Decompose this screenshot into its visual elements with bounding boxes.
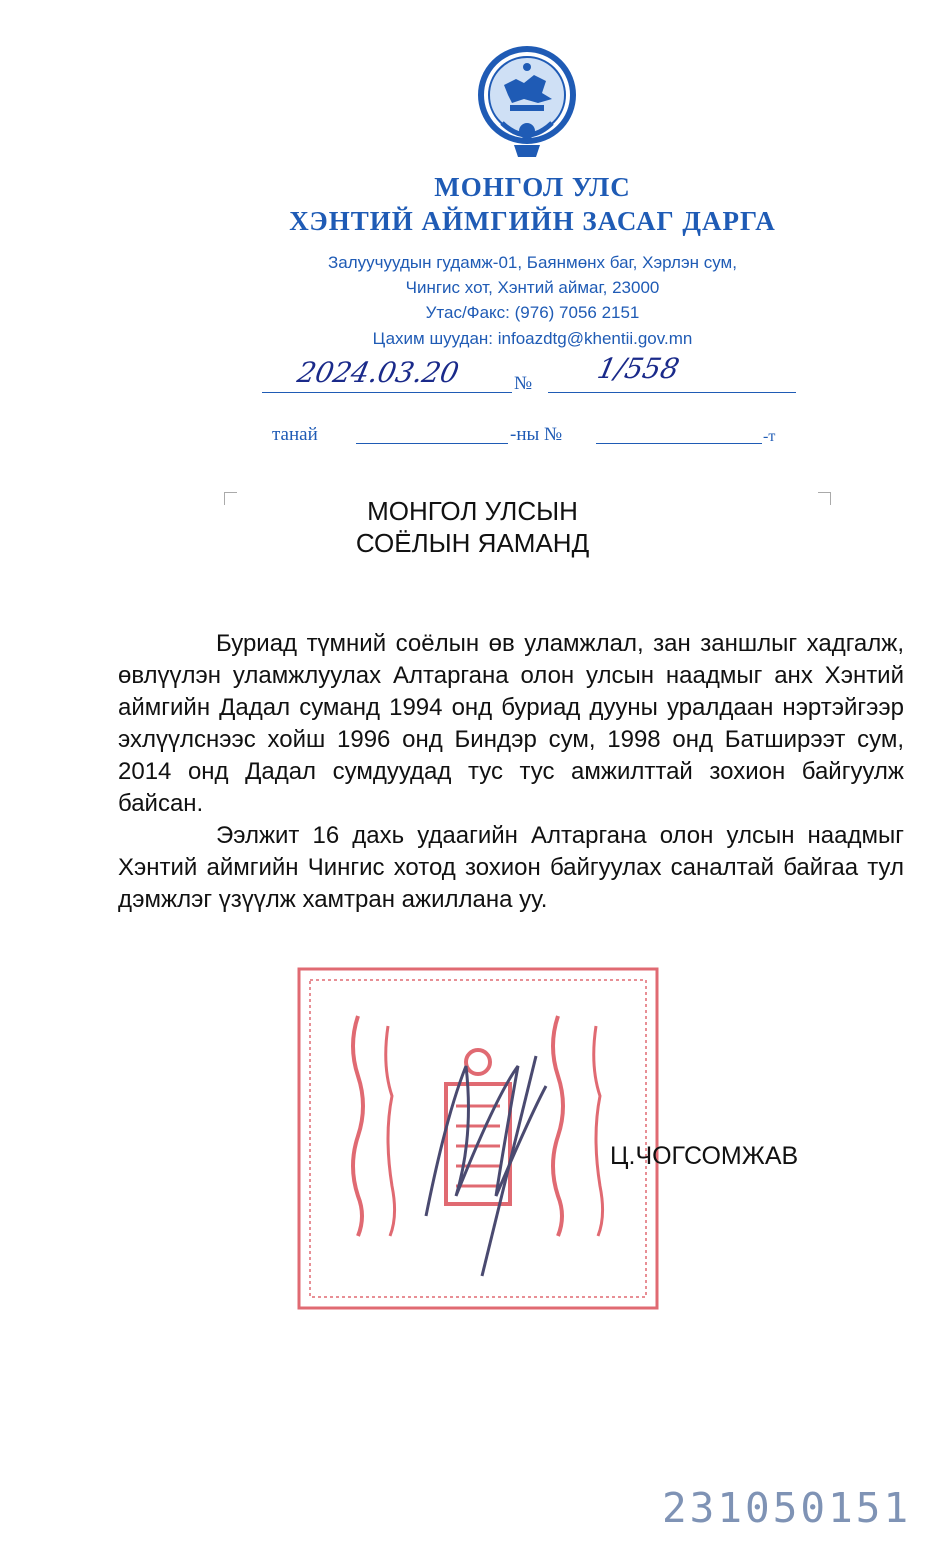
- date-line: [262, 392, 512, 393]
- number-label: №: [514, 373, 533, 394]
- body-paragraph-1: Буриад түмний соёлын өв уламжлал, зан заншлыг хадгалж, өвлүүлэн уламжлуулах Алтаргана олон улсын наадмыг анх Хэнтий аймгийн Дадал суманд 1994 онд буриад дууны уралдаан нэртэйгээр эхлүүлснээс хойш 1996 онд Биндэр сум, 1998 онд Батширээт сум, 2014 онд Дадал сумдуудад тус тус амжилттай зохион байгуулж байсан.: [118, 630, 904, 817]
- your-label: танай: [272, 424, 318, 445]
- signer-name: Ц.ЧОГСОМЖАВ: [610, 1142, 799, 1170]
- ny-label: -ны №: [510, 424, 563, 445]
- letterhead-office: ХЭНТИЙ АЙМГИЙН ЗАСАГ ДАРГА: [289, 206, 776, 236]
- addressee-line2: СОЁЛЫН ЯАМАНД: [355, 528, 590, 558]
- letterhead-address-line1: Залуучуудын гудамж-01, Баянмөнх баг, Хэрлэн сум,: [328, 253, 737, 272]
- official-stamp-icon: [296, 966, 660, 1311]
- addressee-line1: МОНГОЛ УЛСЫН: [367, 496, 578, 526]
- letterhead-phone: Утас/Факс: (976) 7056 2151: [425, 303, 640, 322]
- handwritten-number: 1/558: [594, 352, 683, 385]
- your-date-line: [356, 443, 508, 444]
- state-emblem-icon: [472, 45, 582, 165]
- body-paragraph-2: Ээлжит 16 дахь удаагийн Алтаргана олон улсын наадмыг Хэнтий аймгийн Чингис хотод зохион байгуулах саналтай байгаа тул дэмжлэг үзүүлж хамтран ажиллана уу.: [118, 822, 904, 913]
- number-line: [548, 392, 796, 393]
- letter-body: [118, 628, 904, 916]
- your-number-line: [596, 443, 762, 444]
- t-label: -т: [763, 428, 776, 445]
- letterhead-email: Цахим шуудан: infoazdtg@khentii.gov.mn: [372, 329, 693, 348]
- serial-number: 231050151: [662, 1484, 912, 1532]
- letterhead-country: МОНГОЛ УЛС: [434, 172, 631, 202]
- handwritten-date: 2024.03.20: [294, 356, 462, 389]
- letterhead-address-line2: Чингис хот, Хэнтий аймаг, 23000: [405, 278, 660, 297]
